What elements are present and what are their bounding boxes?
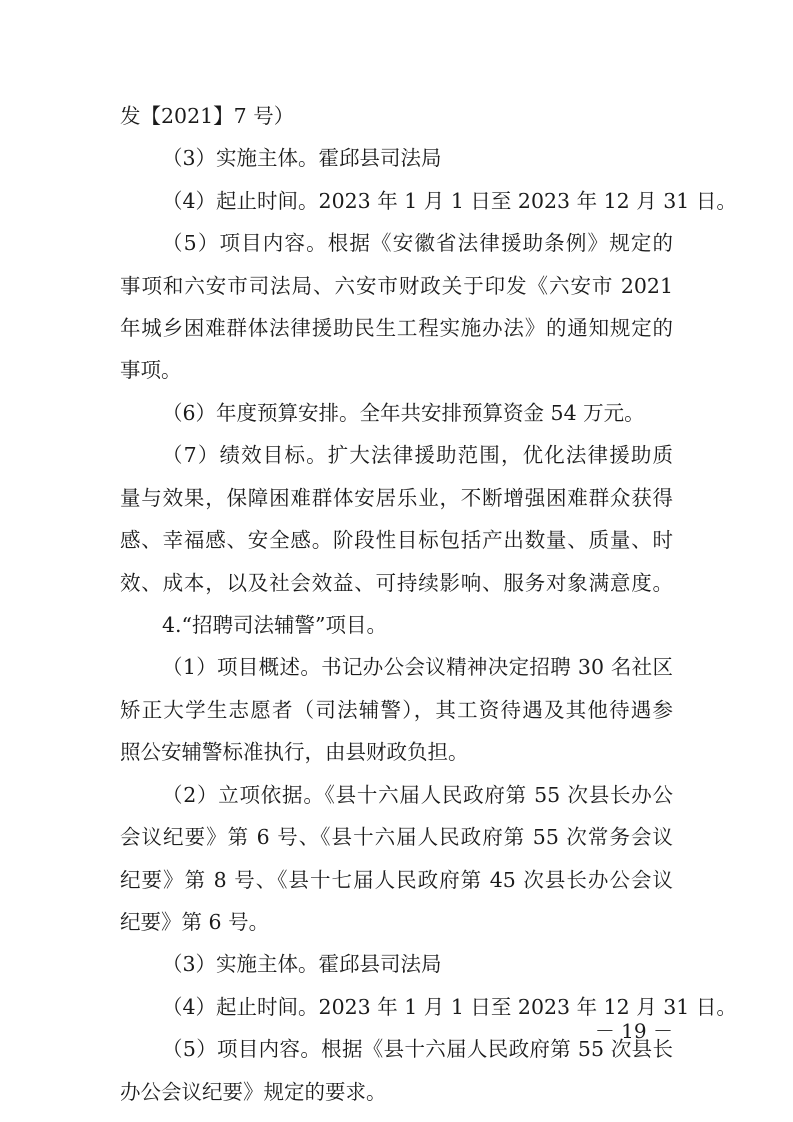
text-line: 年城乡困难群体法律援助民生工程实施办法》的通知规定的 <box>120 316 673 340</box>
section-heading: 4.“招聘司法辅警”项目。 <box>162 613 388 637</box>
text-line: 事项。 <box>120 358 182 382</box>
text-line: 纪要》第 6 号。 <box>120 910 270 934</box>
text-line: 事项和六安市司法局、六安市财政关于印发《六安市 2021 <box>120 274 673 298</box>
text-line: 会议纪要》第 6 号、《县十六届人民政府第 55 次常务会议 <box>120 825 673 849</box>
text-line: 发【2021】7 号） <box>120 104 295 128</box>
text-line: （1）项目概述。书记办公会议精神决定招聘 30 名社区 <box>162 655 673 679</box>
text-line: 效、成本，以及社会效益、可持续影响、服务对象满意度。 <box>120 571 673 595</box>
text-line: 量与效果，保障困难群体安居乐业，不断增强困难群众获得 <box>120 486 673 510</box>
text-line: （3）实施主体。霍邱县司法局 <box>162 146 442 170</box>
page-number: － 19 － <box>594 1019 673 1043</box>
text-line: （7）绩效目标。扩大法律援助范围，优化法律援助质 <box>162 443 673 467</box>
text-line: （2）立项依据。《县十六届人民政府第 55 次县长办公 <box>162 783 673 807</box>
text-line: （5）项目内容。根据《县十六届人民政府第 55 次县长 <box>162 1037 673 1061</box>
text-line: （3）实施主体。霍邱县司法局 <box>162 952 442 976</box>
text-line: 纪要》第 8 号、《县十七届人民政府第 45 次县长办公会议 <box>120 868 673 892</box>
text-line: 办公会议纪要》规定的要求。 <box>120 1080 387 1104</box>
text-line: （5）项目内容。根据《安徽省法律援助条例》规定的 <box>162 231 673 255</box>
text-line: （6）年度预算安排。全年共安排预算资金 54 万元。 <box>162 401 645 425</box>
text-line: （4）起止时间。2023 年 1 月 1 日至 2023 年 12 月 31 日。 <box>162 189 737 213</box>
text-line: 矫正大学生志愿者（司法辅警），其工资待遇及其他待遇参 <box>120 698 673 722</box>
text-line: （4）起止时间。2023 年 1 月 1 日至 2023 年 12 月 31 日。 <box>162 995 737 1019</box>
text-line: 感、幸福感、安全感。阶段性目标包括产出数量、质量、时 <box>120 528 673 552</box>
text-line: 照公安辅警标准执行，由县财政负担。 <box>120 740 469 764</box>
